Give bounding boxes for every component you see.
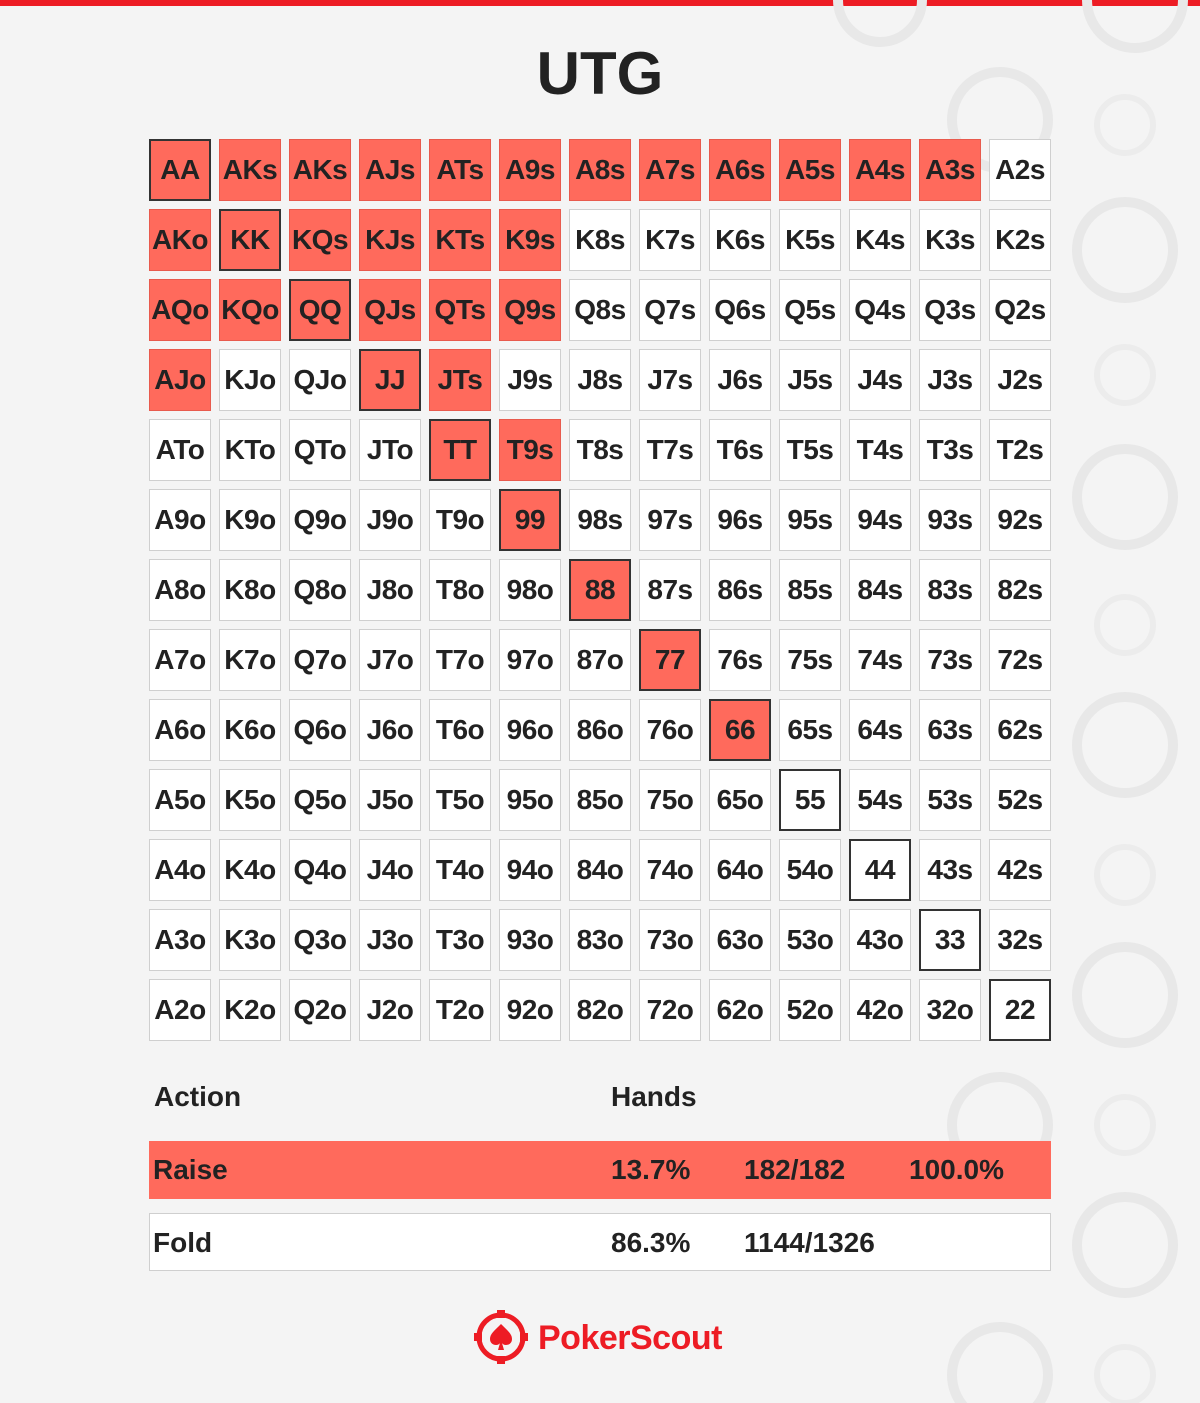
hand-cell: KTo [219, 419, 281, 481]
hand-cell: A8o [149, 559, 211, 621]
hand-cell: J4s [849, 349, 911, 411]
hand-cell: TT [429, 419, 491, 481]
hand-cell: 42s [989, 839, 1051, 901]
hand-cell: 76o [639, 699, 701, 761]
hand-range-grid [149, 139, 1051, 1041]
hand-cell: QTs [429, 279, 491, 341]
hand-cell: 95o [499, 769, 561, 831]
hand-cell: KJs [359, 209, 421, 271]
hand-cell: 63s [919, 699, 981, 761]
hand-cell: 73o [639, 909, 701, 971]
hand-cell: 94o [499, 839, 561, 901]
hand-cell: Q6o [289, 699, 351, 761]
hand-cell: A9o [149, 489, 211, 551]
summary-count: 182/182 [744, 1154, 846, 1185]
hand-cell: Q8o [289, 559, 351, 621]
hand-cell: AA [149, 139, 211, 201]
hand-cell: A2o [149, 979, 211, 1041]
hand-cell: 62s [989, 699, 1051, 761]
hand-cell: A6o [149, 699, 211, 761]
top-accent-bar [0, 0, 1200, 6]
hand-cell: Q9s [499, 279, 561, 341]
summary-share: 100.0% [909, 1154, 1004, 1185]
hand-cell: 97s [639, 489, 701, 551]
page-title: UTG [536, 40, 664, 107]
hand-cell: Q2s [989, 279, 1051, 341]
hand-cell: J4o [359, 839, 421, 901]
hand-cell: 33 [919, 909, 981, 971]
hand-cell: T9o [429, 489, 491, 551]
summary-count: 1144/1326 [744, 1227, 875, 1258]
hand-cell: KQs [289, 209, 351, 271]
hand-cell: A9s [499, 139, 561, 201]
hand-cell: J2o [359, 979, 421, 1041]
hand-cell: T6o [429, 699, 491, 761]
hand-cell: 65s [779, 699, 841, 761]
hand-cell: J6o [359, 699, 421, 761]
hand-cell: K5s [779, 209, 841, 271]
hand-cell: T4o [429, 839, 491, 901]
hand-cell: 74s [849, 629, 911, 691]
hand-cell: KTs [429, 209, 491, 271]
summary-percent: 86.3% [611, 1227, 691, 1258]
hand-cell: J7o [359, 629, 421, 691]
hand-cell: A3o [149, 909, 211, 971]
hand-cell: A4s [849, 139, 911, 201]
hand-cell: J9s [499, 349, 561, 411]
hand-cell: 54s [849, 769, 911, 831]
hand-cell: 64o [709, 839, 771, 901]
hand-cell: 65o [709, 769, 771, 831]
hand-cell: 82s [989, 559, 1051, 621]
hand-cell: AKs [219, 139, 281, 201]
action-column-header: Action [154, 1081, 242, 1112]
hand-cell: 93o [499, 909, 561, 971]
hand-cell: J3o [359, 909, 421, 971]
hand-cell: 53s [919, 769, 981, 831]
hand-cell: 96o [499, 699, 561, 761]
hand-cell: 86o [569, 699, 631, 761]
hand-cell: 75s [779, 629, 841, 691]
hand-cell: 77 [639, 629, 701, 691]
hand-cell: K4s [849, 209, 911, 271]
hand-cell: 72o [639, 979, 701, 1041]
hand-cell: T5s [779, 419, 841, 481]
hand-cell: AKs [289, 139, 351, 201]
hand-cell: 97o [499, 629, 561, 691]
hand-cell: JJ [359, 349, 421, 411]
hand-cell: A6s [709, 139, 771, 201]
hand-cell: Q3s [919, 279, 981, 341]
hand-cell: J8s [569, 349, 631, 411]
hand-cell: 87o [569, 629, 631, 691]
hand-cell: ATo [149, 419, 211, 481]
hand-cell: A8s [569, 139, 631, 201]
poker-chip-spade-icon [474, 1310, 528, 1364]
hand-cell: 99 [499, 489, 561, 551]
hand-cell: KK [219, 209, 281, 271]
hand-cell: K9s [499, 209, 561, 271]
hands-column-header: Hands [611, 1081, 697, 1112]
hand-cell: 75o [639, 769, 701, 831]
hand-cell: QJs [359, 279, 421, 341]
hand-cell: 74o [639, 839, 701, 901]
hand-cell: 92o [499, 979, 561, 1041]
hand-cell: 93s [919, 489, 981, 551]
hand-cell: Q5s [779, 279, 841, 341]
hand-cell: Q4s [849, 279, 911, 341]
summary-row-raise [149, 1141, 1051, 1199]
hand-cell: J5o [359, 769, 421, 831]
hand-cell: 95s [779, 489, 841, 551]
hand-cell: 98s [569, 489, 631, 551]
hand-cell: K8s [569, 209, 631, 271]
hand-cell: AQo [149, 279, 211, 341]
hand-cell: A7s [639, 139, 701, 201]
hand-cell: T9s [499, 419, 561, 481]
hand-cell: J5s [779, 349, 841, 411]
hand-cell: 82o [569, 979, 631, 1041]
hand-cell: 88 [569, 559, 631, 621]
hand-cell: K3s [919, 209, 981, 271]
hand-cell: QQ [289, 279, 351, 341]
hand-cell: 32s [989, 909, 1051, 971]
hand-cell: KJo [219, 349, 281, 411]
hand-cell: K7o [219, 629, 281, 691]
hand-cell: T8s [569, 419, 631, 481]
hand-cell: 85s [779, 559, 841, 621]
hand-cell: A4o [149, 839, 211, 901]
hand-cell: K5o [219, 769, 281, 831]
hand-cell: 96s [709, 489, 771, 551]
logo-text: PokerScout [538, 1319, 722, 1357]
hand-cell: A5o [149, 769, 211, 831]
hand-cell: T2s [989, 419, 1051, 481]
hand-cell: 86s [709, 559, 771, 621]
hand-cell: K6s [709, 209, 771, 271]
hand-cell: 73s [919, 629, 981, 691]
hand-cell: AJs [359, 139, 421, 201]
hand-cell: 94s [849, 489, 911, 551]
hand-cell: 83o [569, 909, 631, 971]
hand-cell: 52s [989, 769, 1051, 831]
hand-cell: J7s [639, 349, 701, 411]
hand-cell: 84s [849, 559, 911, 621]
hand-cell: K6o [219, 699, 281, 761]
hand-cell: QJo [289, 349, 351, 411]
hand-cell: Q2o [289, 979, 351, 1041]
hand-cell: 52o [779, 979, 841, 1041]
hand-cell: 98o [499, 559, 561, 621]
hand-cell: A5s [779, 139, 841, 201]
hand-cell: 66 [709, 699, 771, 761]
hand-cell: 42o [849, 979, 911, 1041]
hand-cell: T2o [429, 979, 491, 1041]
hand-cell: T5o [429, 769, 491, 831]
hand-cell: K2o [219, 979, 281, 1041]
hand-cell: Q5o [289, 769, 351, 831]
hand-cell: 72s [989, 629, 1051, 691]
hand-cell: 55 [779, 769, 841, 831]
hand-cell: Q6s [709, 279, 771, 341]
hand-cell: T4s [849, 419, 911, 481]
hand-cell: K2s [989, 209, 1051, 271]
hand-cell: J6s [709, 349, 771, 411]
hand-cell: JTo [359, 419, 421, 481]
hand-cell: 54o [779, 839, 841, 901]
hand-cell: 43s [919, 839, 981, 901]
hand-cell: 83s [919, 559, 981, 621]
hand-cell: ATs [429, 139, 491, 201]
hand-cell: K3o [219, 909, 281, 971]
hand-cell: A2s [989, 139, 1051, 201]
summary-percent: 13.7% [611, 1154, 691, 1185]
hand-cell: 92s [989, 489, 1051, 551]
hand-cell: 63o [709, 909, 771, 971]
hand-cell: K8o [219, 559, 281, 621]
hand-cell: Q7s [639, 279, 701, 341]
hand-cell: T3o [429, 909, 491, 971]
summary-action-label: Fold [153, 1227, 213, 1258]
hand-cell: 44 [849, 839, 911, 901]
hand-cell: J9o [359, 489, 421, 551]
hand-cell: A3s [919, 139, 981, 201]
hand-cell: 53o [779, 909, 841, 971]
hand-cell: T7s [639, 419, 701, 481]
hand-cell: AJo [149, 349, 211, 411]
hand-cell: J3s [919, 349, 981, 411]
hand-cell: QTo [289, 419, 351, 481]
summary-row-fold [149, 1213, 1051, 1271]
hand-cell: 32o [919, 979, 981, 1041]
hand-cell: T7o [429, 629, 491, 691]
hand-cell: T6s [709, 419, 771, 481]
hand-cell: 64s [849, 699, 911, 761]
hand-cell: Q9o [289, 489, 351, 551]
hand-cell: J8o [359, 559, 421, 621]
hand-cell: Q3o [289, 909, 351, 971]
hand-cell: KQo [219, 279, 281, 341]
hand-cell: 87s [639, 559, 701, 621]
hand-cell: 84o [569, 839, 631, 901]
hand-cell: K9o [219, 489, 281, 551]
hand-cell: JTs [429, 349, 491, 411]
hand-cell: Q4o [289, 839, 351, 901]
hand-cell: Q8s [569, 279, 631, 341]
summary-action-label: Raise [153, 1154, 228, 1185]
hand-cell: 62o [709, 979, 771, 1041]
hand-cell: 22 [989, 979, 1051, 1041]
hand-cell: T8o [429, 559, 491, 621]
hand-cell: Q7o [289, 629, 351, 691]
hand-cell: J2s [989, 349, 1051, 411]
hand-cell: K4o [219, 839, 281, 901]
hand-cell: 85o [569, 769, 631, 831]
hand-cell: 76s [709, 629, 771, 691]
hand-cell: A7o [149, 629, 211, 691]
hand-cell: 43o [849, 909, 911, 971]
hand-cell: K7s [639, 209, 701, 271]
hand-cell: T3s [919, 419, 981, 481]
hand-cell: AKo [149, 209, 211, 271]
